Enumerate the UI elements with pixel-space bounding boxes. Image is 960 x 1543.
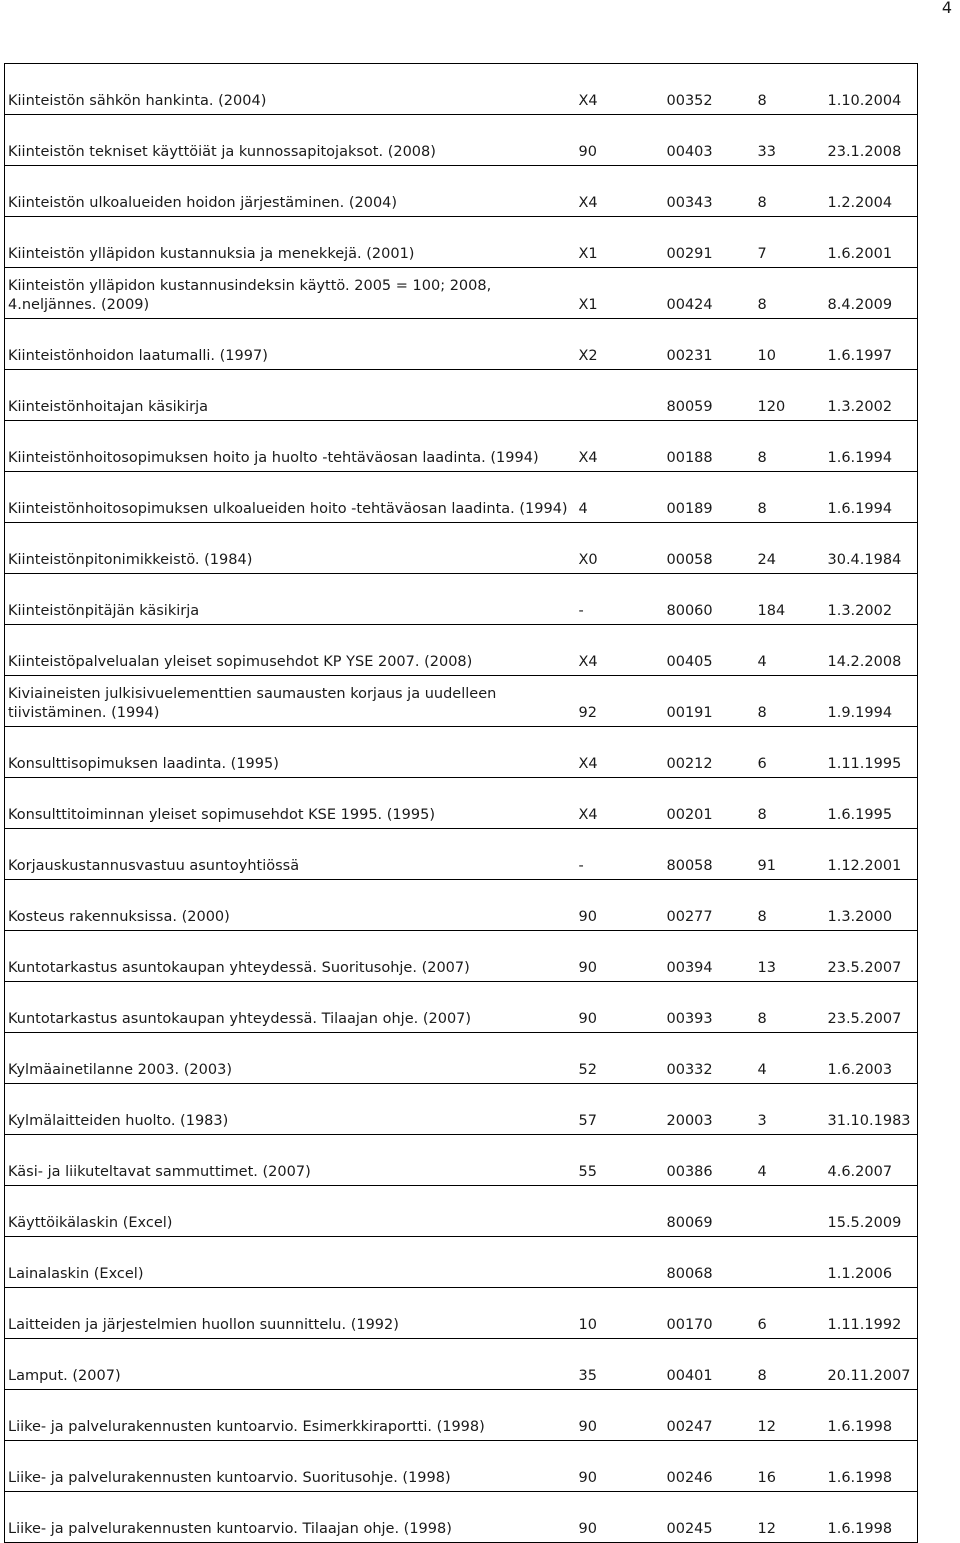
publication-number: 00343	[664, 166, 755, 217]
publication-title: Kuntotarkastus asuntokaupan yhteydessä. Suoritusohje. (2007)	[5, 931, 576, 982]
table-row	[5, 1339, 918, 1390]
publication-title: Konsulttisopimuksen laadinta. (1995)	[5, 727, 576, 778]
publication-title: Liike- ja palvelurakennusten kuntoarvio. Tilaajan ohje. (1998)	[5, 1492, 576, 1543]
publication-date: 1.6.2003	[825, 1033, 918, 1084]
table-row	[5, 676, 918, 727]
classification-code: 90	[576, 1441, 664, 1492]
table-row	[5, 829, 918, 880]
publication-date: 4.6.2007	[825, 1135, 918, 1186]
classification-code: -	[576, 829, 664, 880]
page-count: 8	[755, 166, 825, 217]
publication-number: 00394	[664, 931, 755, 982]
page-count: 4	[755, 1135, 825, 1186]
publication-title: Laitteiden ja järjestelmien huollon suunnittelu. (1992)	[5, 1288, 576, 1339]
page-count: 8	[755, 472, 825, 523]
classification-code: 52	[576, 1033, 664, 1084]
classification-code: X4	[576, 421, 664, 472]
publication-date: 1.6.1998	[825, 1492, 918, 1543]
table-row	[5, 166, 918, 217]
publication-date: 1.3.2002	[825, 370, 918, 421]
page-count: 8	[755, 982, 825, 1033]
publication-number: 00386	[664, 1135, 755, 1186]
publication-number: 00231	[664, 319, 755, 370]
publication-number: 80068	[664, 1237, 755, 1288]
publication-date: 23.5.2007	[825, 982, 918, 1033]
table-row	[5, 574, 918, 625]
publication-date: 1.6.1994	[825, 421, 918, 472]
publication-date: 30.4.1984	[825, 523, 918, 574]
table-row	[5, 115, 918, 166]
publication-table	[4, 63, 918, 1543]
classification-code: 4	[576, 472, 664, 523]
page-count: 4	[755, 1033, 825, 1084]
table-row	[5, 1084, 918, 1135]
table-row	[5, 1186, 918, 1237]
publication-title: Liike- ja palvelurakennusten kuntoarvio. Esimerkkiraportti. (1998)	[5, 1390, 576, 1441]
publication-number: 00170	[664, 1288, 755, 1339]
publication-title: Kiinteistönhoidon laatumalli. (1997)	[5, 319, 576, 370]
publication-number: 00401	[664, 1339, 755, 1390]
publication-date: 1.3.2002	[825, 574, 918, 625]
publication-title: Liike- ja palvelurakennusten kuntoarvio. Suoritusohje. (1998)	[5, 1441, 576, 1492]
publication-date: 1.6.1998	[825, 1441, 918, 1492]
classification-code: X2	[576, 319, 664, 370]
table-row	[5, 64, 918, 115]
page-count: 8	[755, 778, 825, 829]
publication-number: 00201	[664, 778, 755, 829]
publication-date: 1.3.2000	[825, 880, 918, 931]
table-row	[5, 217, 918, 268]
page-count: 24	[755, 523, 825, 574]
page-count: 91	[755, 829, 825, 880]
page-count: 6	[755, 727, 825, 778]
publication-title: Korjauskustannusvastuu asuntoyhtiössä	[5, 829, 576, 880]
classification-code: 90	[576, 880, 664, 931]
classification-code: 55	[576, 1135, 664, 1186]
classification-code	[576, 1237, 664, 1288]
publication-number: 00245	[664, 1492, 755, 1543]
publication-title: Kiinteistönhoitosopimuksen ulkoalueiden hoito -tehtäväosan laadinta. (1994)	[5, 472, 576, 523]
classification-code: X4	[576, 166, 664, 217]
publication-title: Käyttöikälaskin (Excel)	[5, 1186, 576, 1237]
classification-code: X4	[576, 727, 664, 778]
classification-code: X0	[576, 523, 664, 574]
page-count: 120	[755, 370, 825, 421]
publication-number: 00277	[664, 880, 755, 931]
publication-number: 00188	[664, 421, 755, 472]
page-count: 3	[755, 1084, 825, 1135]
publication-date: 1.2.2004	[825, 166, 918, 217]
table-row	[5, 370, 918, 421]
publication-number: 80058	[664, 829, 755, 880]
page-count: 184	[755, 574, 825, 625]
page-count: 12	[755, 1492, 825, 1543]
classification-code: 57	[576, 1084, 664, 1135]
publication-date: 8.4.2009	[825, 268, 918, 319]
table-row	[5, 472, 918, 523]
publication-title: Kiinteistön tekniset käyttöiät ja kunnossapitojaksot. (2008)	[5, 115, 576, 166]
page-count: 8	[755, 676, 825, 727]
publication-number: 00405	[664, 625, 755, 676]
publication-date: 1.6.2001	[825, 217, 918, 268]
publication-date: 1.11.1992	[825, 1288, 918, 1339]
publication-title: Lamput. (2007)	[5, 1339, 576, 1390]
publication-title: Kiinteistönhoitosopimuksen hoito ja huolto -tehtäväosan laadinta. (1994)	[5, 421, 576, 472]
table-row	[5, 1237, 918, 1288]
page-number: 4	[941, 0, 952, 17]
table-row	[5, 1492, 918, 1543]
publication-title: Lainalaskin (Excel)	[5, 1237, 576, 1288]
page-count: 6	[755, 1288, 825, 1339]
publication-number: 00212	[664, 727, 755, 778]
publication-title: Kiinteistönpitonimikkeistö. (1984)	[5, 523, 576, 574]
page-count: 12	[755, 1390, 825, 1441]
classification-code: 35	[576, 1339, 664, 1390]
classification-code: 90	[576, 982, 664, 1033]
page-count: 8	[755, 421, 825, 472]
publication-date: 1.6.1994	[825, 472, 918, 523]
publication-rows	[5, 64, 918, 1543]
publication-title: Konsulttitoiminnan yleiset sopimusehdot KSE 1995. (1995)	[5, 778, 576, 829]
classification-code: 90	[576, 115, 664, 166]
classification-code: 10	[576, 1288, 664, 1339]
page-count: 8	[755, 268, 825, 319]
table-row	[5, 880, 918, 931]
publication-title: Kiinteistönpitäjän käsikirja	[5, 574, 576, 625]
classification-code: X4	[576, 778, 664, 829]
publication-title: Kiinteistön ylläpidon kustannusindeksin käyttö. 2005 = 100; 2008, 4.neljännes. (2009)	[5, 268, 576, 319]
publication-date: 1.10.2004	[825, 64, 918, 115]
publication-number: 00332	[664, 1033, 755, 1084]
classification-code: 90	[576, 931, 664, 982]
publication-date: 1.6.1998	[825, 1390, 918, 1441]
publication-number: 00058	[664, 523, 755, 574]
table-row	[5, 1288, 918, 1339]
classification-code: -	[576, 574, 664, 625]
publication-number: 00403	[664, 115, 755, 166]
publication-number: 00247	[664, 1390, 755, 1441]
publication-date: 15.5.2009	[825, 1186, 918, 1237]
publication-number: 20003	[664, 1084, 755, 1135]
publication-date: 1.12.2001	[825, 829, 918, 880]
publication-number: 00393	[664, 982, 755, 1033]
table-row	[5, 421, 918, 472]
publication-number: 80059	[664, 370, 755, 421]
classification-code: X4	[576, 64, 664, 115]
publication-title: Kiinteistön ylläpidon kustannuksia ja menekkejä. (2001)	[5, 217, 576, 268]
publication-title: Kylmälaitteiden huolto. (1983)	[5, 1084, 576, 1135]
page-count: 8	[755, 1339, 825, 1390]
publication-date: 1.6.1997	[825, 319, 918, 370]
publication-date: 1.9.1994	[825, 676, 918, 727]
page-count: 8	[755, 880, 825, 931]
table-row	[5, 1135, 918, 1186]
table-row	[5, 319, 918, 370]
publication-number: 00191	[664, 676, 755, 727]
publication-date: 1.6.1995	[825, 778, 918, 829]
publication-title: Kuntotarkastus asuntokaupan yhteydessä. Tilaajan ohje. (2007)	[5, 982, 576, 1033]
publication-date: 1.1.2006	[825, 1237, 918, 1288]
classification-code: 92	[576, 676, 664, 727]
publication-title: Kiinteistön ulkoalueiden hoidon järjestäminen. (2004)	[5, 166, 576, 217]
page-count	[755, 1186, 825, 1237]
publication-number: 00424	[664, 268, 755, 319]
table-row	[5, 268, 918, 319]
page-count: 33	[755, 115, 825, 166]
page-count: 4	[755, 625, 825, 676]
table-row	[5, 523, 918, 574]
classification-code: X4	[576, 625, 664, 676]
publication-number: 00291	[664, 217, 755, 268]
classification-code: 90	[576, 1390, 664, 1441]
publication-number: 00352	[664, 64, 755, 115]
publication-title: Kylmäainetilanne 2003. (2003)	[5, 1033, 576, 1084]
table-row	[5, 727, 918, 778]
publication-title: Kiviaineisten julkisivuelementtien saumausten korjaus ja uudelleen tiivistäminen. (1994)	[5, 676, 576, 727]
classification-code	[576, 1186, 664, 1237]
publication-title: Kiinteistön sähkön hankinta. (2004)	[5, 64, 576, 115]
publication-number: 00189	[664, 472, 755, 523]
publication-title: Kosteus rakennuksissa. (2000)	[5, 880, 576, 931]
classification-code	[576, 370, 664, 421]
publication-title: Käsi- ja liikuteltavat sammuttimet. (2007)	[5, 1135, 576, 1186]
publication-number: 00246	[664, 1441, 755, 1492]
classification-code: X1	[576, 268, 664, 319]
publication-date: 23.1.2008	[825, 115, 918, 166]
publication-title: Kiinteistöpalvelualan yleiset sopimusehdot KP YSE 2007. (2008)	[5, 625, 576, 676]
page-count	[755, 1237, 825, 1288]
page-count: 7	[755, 217, 825, 268]
publication-number: 80069	[664, 1186, 755, 1237]
publication-date: 14.2.2008	[825, 625, 918, 676]
table-row	[5, 1390, 918, 1441]
page-count: 10	[755, 319, 825, 370]
table-row	[5, 778, 918, 829]
table-row	[5, 931, 918, 982]
publication-title: Kiinteistönhoitajan käsikirja	[5, 370, 576, 421]
table-row	[5, 982, 918, 1033]
publication-date: 31.10.1983	[825, 1084, 918, 1135]
page-count: 13	[755, 931, 825, 982]
table-row	[5, 625, 918, 676]
classification-code: 90	[576, 1492, 664, 1543]
publication-date: 1.11.1995	[825, 727, 918, 778]
page-count: 16	[755, 1441, 825, 1492]
page-count: 8	[755, 64, 825, 115]
table-row	[5, 1441, 918, 1492]
publication-date: 20.11.2007	[825, 1339, 918, 1390]
publication-date: 23.5.2007	[825, 931, 918, 982]
classification-code: X1	[576, 217, 664, 268]
table-row	[5, 1033, 918, 1084]
publication-number: 80060	[664, 574, 755, 625]
